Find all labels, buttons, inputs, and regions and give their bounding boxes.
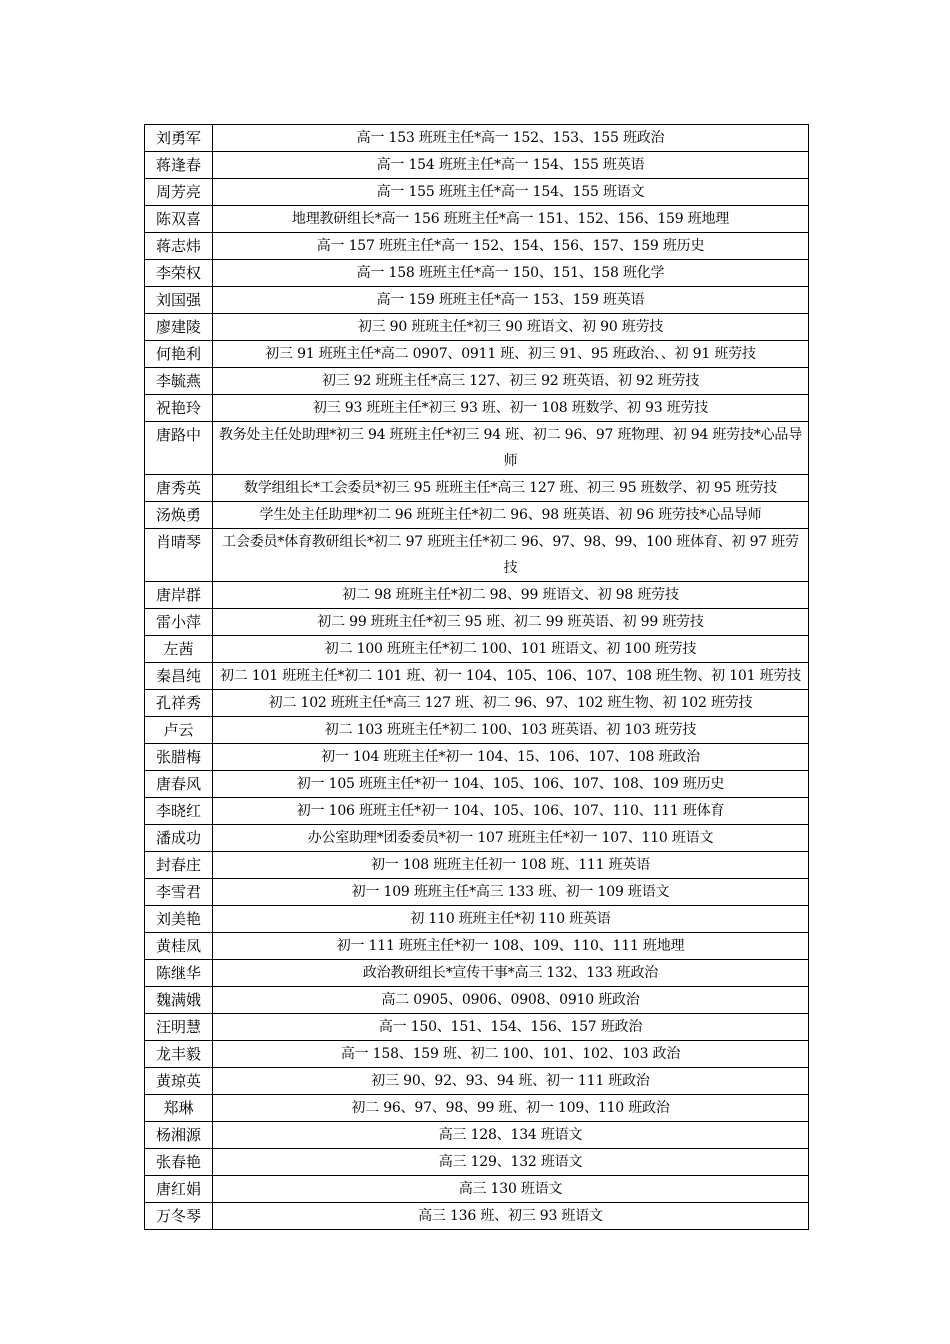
teacher-duty-cell: 初二 98 班班主任*初二 98、99 班语文、初 98 班劳技 (213, 582, 809, 609)
table-row (145, 1176, 809, 1203)
teacher-name-cell: 卢云 (145, 717, 213, 744)
teacher-name-cell: 廖建陵 (145, 314, 213, 341)
teacher-name-cell: 陈继华 (145, 960, 213, 987)
table-row (145, 1068, 809, 1095)
teacher-name-cell: 汤焕勇 (145, 502, 213, 529)
teacher-duty-cell: 初二 102 班班主任*高三 127 班、初二 96、97、102 班生物、初 102 班劳技 (213, 690, 809, 717)
teacher-name-cell: 周芳亮 (145, 179, 213, 206)
teacher-duty-cell: 初二 101 班班主任*初二 101 班、初一 104、105、106、107、108 班生物、初 101 班劳技 (213, 663, 809, 690)
table-row (145, 798, 809, 825)
teacher-duty-table (144, 124, 809, 1230)
teacher-duty-cell: 高一 155 班班主任*高一 154、155 班语文 (213, 179, 809, 206)
teacher-name-cell: 魏满娥 (145, 987, 213, 1014)
teacher-duty-cell: 政治教研组长*宣传干事*高三 132、133 班政治 (213, 960, 809, 987)
teacher-name-cell: 唐秀英 (145, 475, 213, 502)
table-row (145, 179, 809, 206)
teacher-duty-cell: 高一 157 班班主任*高一 152、154、156、157、159 班历史 (213, 233, 809, 260)
table-row (145, 314, 809, 341)
teacher-duty-cell: 初一 105 班班主任*初一 104、105、106、107、108、109 班历史 (213, 771, 809, 798)
table-row (145, 395, 809, 422)
table-row (145, 1149, 809, 1176)
table-row (145, 422, 809, 475)
teacher-duty-cell: 初 110 班班主任*初 110 班英语 (213, 906, 809, 933)
table-row (145, 125, 809, 152)
table-row (145, 152, 809, 179)
teacher-name-cell: 张春艳 (145, 1149, 213, 1176)
table-row (145, 717, 809, 744)
teacher-duty-cell: 初三 92 班班主任*高三 127、初三 92 班英语、初 92 班劳技 (213, 368, 809, 395)
teacher-duty-cell: 初二 99 班班主任*初三 95 班、初二 99 班英语、初 99 班劳技 (213, 609, 809, 636)
teacher-name-cell: 唐春风 (145, 771, 213, 798)
table-row (145, 825, 809, 852)
teacher-name-cell: 孔祥秀 (145, 690, 213, 717)
teacher-name-cell: 封春庄 (145, 852, 213, 879)
teacher-name-cell: 郑琳 (145, 1095, 213, 1122)
teacher-duty-cell: 高三 129、132 班语文 (213, 1149, 809, 1176)
teacher-name-cell: 唐红娟 (145, 1176, 213, 1203)
table-row (145, 1095, 809, 1122)
teacher-duty-cell: 高二 0905、0906、0908、0910 班政治 (213, 987, 809, 1014)
table-row (145, 368, 809, 395)
teacher-name-cell: 万冬琴 (145, 1203, 213, 1230)
teacher-duty-cell: 高三 130 班语文 (213, 1176, 809, 1203)
teacher-name-cell: 秦昌纯 (145, 663, 213, 690)
table-row (145, 744, 809, 771)
table-row (145, 475, 809, 502)
table-row (145, 206, 809, 233)
teacher-duty-cell: 高一 159 班班主任*高一 153、159 班英语 (213, 287, 809, 314)
teacher-duty-cell: 高三 136 班、初三 93 班语文 (213, 1203, 809, 1230)
table-row (145, 933, 809, 960)
teacher-duty-cell: 高一 158、159 班、初二 100、101、102、103 政治 (213, 1041, 809, 1068)
teacher-duty-table-body (145, 125, 809, 1230)
teacher-duty-cell: 地理教研组长*高一 156 班班主任*高一 151、152、156、159 班地理 (213, 206, 809, 233)
teacher-name-cell: 潘成功 (145, 825, 213, 852)
teacher-duty-cell: 工会委员*体育教研组长*初二 97 班班主任*初二 96、97、98、99、100 班体育、初 97 班劳技 (213, 529, 809, 582)
table-row (145, 960, 809, 987)
table-row (145, 690, 809, 717)
teacher-duty-cell: 初三 90、92、93、94 班、初一 111 班政治 (213, 1068, 809, 1095)
teacher-duty-cell: 初二 96、97、98、99 班、初一 109、110 班政治 (213, 1095, 809, 1122)
teacher-duty-cell: 教务处主任处助理*初三 94 班班主任*初三 94 班、初二 96、97 班物理、初 94 班劳技*心品导师 (213, 422, 809, 475)
table-row (145, 879, 809, 906)
teacher-duty-cell: 初一 104 班班主任*初一 104、15、106、107、108 班政治 (213, 744, 809, 771)
teacher-name-cell: 祝艳玲 (145, 395, 213, 422)
teacher-name-cell: 何艳利 (145, 341, 213, 368)
teacher-name-cell: 张腊梅 (145, 744, 213, 771)
teacher-name-cell: 刘美艳 (145, 906, 213, 933)
teacher-duty-cell: 初一 108 班班主任初一 108 班、111 班英语 (213, 852, 809, 879)
teacher-duty-cell: 高一 158 班班主任*高一 150、151、158 班化学 (213, 260, 809, 287)
table-row (145, 663, 809, 690)
teacher-duty-cell: 初二 100 班班主任*初二 100、101 班语文、初 100 班劳技 (213, 636, 809, 663)
teacher-duty-cell: 初三 91 班班主任*高二 0907、0911 班、初三 91、95 班政治、、初 91 班劳技 (213, 341, 809, 368)
teacher-name-cell: 李晓红 (145, 798, 213, 825)
teacher-name-cell: 龙丰毅 (145, 1041, 213, 1068)
table-row (145, 1122, 809, 1149)
teacher-duty-cell: 高一 154 班班主任*高一 154、155 班英语 (213, 152, 809, 179)
table-row (145, 529, 809, 582)
table-row (145, 1203, 809, 1230)
table-row (145, 287, 809, 314)
teacher-name-cell: 李毓燕 (145, 368, 213, 395)
table-row (145, 906, 809, 933)
teacher-name-cell: 唐岸群 (145, 582, 213, 609)
teacher-name-cell: 李雪君 (145, 879, 213, 906)
table-row (145, 260, 809, 287)
table-row (145, 636, 809, 663)
teacher-duty-cell: 数学组组长*工会委员*初三 95 班班主任*高三 127 班、初三 95 班数学、初 95 班劳技 (213, 475, 809, 502)
table-row (145, 1041, 809, 1068)
teacher-name-cell: 黄琼英 (145, 1068, 213, 1095)
teacher-duty-cell: 初一 106 班班主任*初一 104、105、106、107、110、111 班体育 (213, 798, 809, 825)
teacher-duty-cell: 高一 150、151、154、156、157 班政治 (213, 1014, 809, 1041)
teacher-duty-cell: 初一 109 班班主任*高三 133 班、初一 109 班语文 (213, 879, 809, 906)
teacher-duty-cell: 办公室助理*团委委员*初一 107 班班主任*初一 107、110 班语文 (213, 825, 809, 852)
teacher-name-cell: 汪明慧 (145, 1014, 213, 1041)
teacher-name-cell: 陈双喜 (145, 206, 213, 233)
teacher-duty-cell: 初一 111 班班主任*初一 108、109、110、111 班地理 (213, 933, 809, 960)
table-row (145, 1014, 809, 1041)
table-row (145, 582, 809, 609)
teacher-name-cell: 刘国强 (145, 287, 213, 314)
teacher-name-cell: 左茜 (145, 636, 213, 663)
table-row (145, 609, 809, 636)
teacher-name-cell: 蒋逢春 (145, 152, 213, 179)
teacher-name-cell: 唐路中 (145, 422, 213, 475)
teacher-duty-cell: 高三 128、134 班语文 (213, 1122, 809, 1149)
table-row (145, 502, 809, 529)
table-row (145, 852, 809, 879)
teacher-duty-cell: 初三 90 班班主任*初三 90 班语文、初 90 班劳技 (213, 314, 809, 341)
teacher-name-cell: 杨湘源 (145, 1122, 213, 1149)
teacher-duty-cell: 初三 93 班班主任*初三 93 班、初一 108 班数学、初 93 班劳技 (213, 395, 809, 422)
table-row (145, 341, 809, 368)
teacher-duty-cell: 高一 153 班班主任*高一 152、153、155 班政治 (213, 125, 809, 152)
teacher-name-cell: 李荣权 (145, 260, 213, 287)
teacher-name-cell: 刘勇军 (145, 125, 213, 152)
teacher-name-cell: 雷小萍 (145, 609, 213, 636)
teacher-name-cell: 肖晴琴 (145, 529, 213, 582)
teacher-duty-cell: 初二 103 班班主任*初二 100、103 班英语、初 103 班劳技 (213, 717, 809, 744)
teacher-name-cell: 蒋志炜 (145, 233, 213, 260)
teacher-duty-cell: 学生处主任助理*初二 96 班班主任*初二 96、98 班英语、初 96 班劳技*心品导师 (213, 502, 809, 529)
table-row (145, 233, 809, 260)
table-row (145, 987, 809, 1014)
table-row (145, 771, 809, 798)
teacher-name-cell: 黄桂凤 (145, 933, 213, 960)
document-page (144, 124, 808, 1230)
